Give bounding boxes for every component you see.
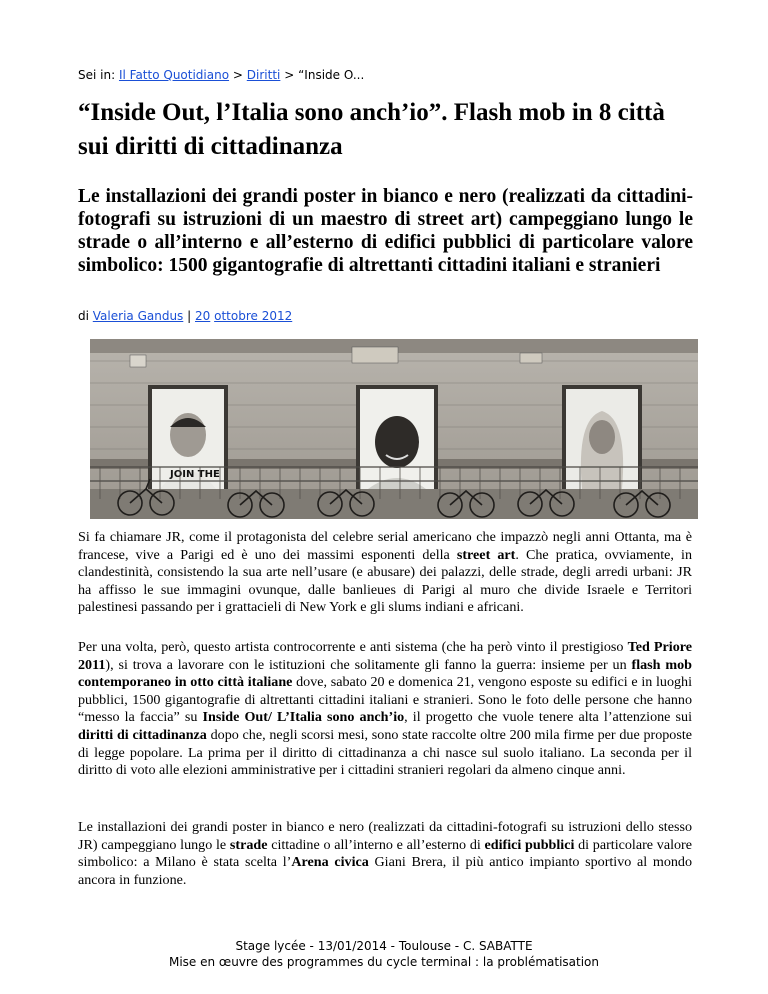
date-day-link[interactable]: 20: [195, 309, 211, 323]
breadcrumb: [78, 68, 364, 82]
bold-run: diritti di cittadinanza: [78, 726, 207, 743]
photo-illustration: [90, 339, 698, 519]
breadcrumb-current: “Inside O...: [298, 68, 365, 82]
bold-run: Arena civica: [291, 854, 369, 871]
bold-run: street art: [456, 546, 516, 563]
bold-run: Inside Out/ L’Italia sono anch’io: [202, 709, 405, 726]
breadcrumb-separator: >: [232, 68, 243, 82]
breadcrumb-prefix: Sei in:: [78, 68, 116, 82]
date-month-link[interactable]: ottobre 2012: [214, 309, 293, 323]
poster-3: [562, 385, 642, 493]
poster-2: [356, 385, 438, 493]
text-run: Si fa chiamare JR, come il protagonista del celebre serial americano che impazzò negli anni Ottanta, ma è francese, vive a Parigi ed è uno dei massimi esponenti della: [78, 529, 692, 563]
text-run: Per una volta, però, questo artista controcorrente e anti sistema (che ha però vinto il prestigioso: [78, 639, 628, 655]
bold-run: edifici pubblici: [484, 836, 575, 853]
author-link[interactable]: Valeria Gandus: [92, 309, 184, 323]
breadcrumb-link-home[interactable]: Il Fatto Quotidiano: [118, 68, 230, 82]
paragraph-1: [78, 529, 692, 617]
text-run: di particolare valore simbolico: a Milano è stata scelta l’: [78, 836, 692, 871]
byline-separator: |: [187, 309, 192, 323]
text-run: , il progetto che vuole tenere alta l’attenzione sui: [404, 709, 692, 726]
bold-run: flash mob contemporaneo in otto città italiane: [78, 656, 692, 691]
paragraph-3: [78, 819, 692, 889]
breadcrumb-link-section[interactable]: Diritti: [246, 68, 281, 82]
text-run: . Che pratica, ovviamente, in clandestinità, consistendo la sua arte nell’usare (e abusare) dei palazzi, delle strade, degli arredi urbani: JR ha affisso le sue immagini ovunque, dalle banlieues di Parigi al muro che divide Israele e Territori palestinesi passando per i grattacieli di New York e gli slums indiani e africani.: [78, 546, 692, 616]
article-title: “Inside Out, l’Italia sono anch’io”. Flash mob in 8 città sui diritti di cittadinanza: [78, 99, 665, 160]
article-subtitle: Le installazioni dei grandi poster in bianco e nero (realizzati da cittadini-fotografi su istruzioni di un maestro di street art) campeggiano lungo le strade o all’interno e all’esterno di edifici pubblici di particolare valore simbolico: 1500 gigantografie di altrettanti cittadini italiani e stranieri: [78, 186, 693, 276]
text-run: cittadine o all’interno e all’esterno di: [267, 836, 485, 853]
bold-run: strade: [229, 836, 268, 853]
article-photo: [90, 339, 698, 519]
text-run: Giani Brera, il più antico impianto sportivo al mondo ancora in funzione.: [78, 854, 693, 888]
poster-text: JOIN THE: [170, 469, 220, 480]
text-run: Le installazioni dei grandi poster in bianco e nero (realizzati da cittadini-fotografi su istruzioni dello stesso JR) campeggiano lungo le: [78, 819, 692, 853]
page-footer: [0, 938, 768, 970]
bold-run: Ted Priore 2011: [78, 639, 692, 673]
footer-line-2: Mise en œuvre des programmes du cycle terminal : la problématisation: [168, 955, 600, 969]
footer-line-1: Stage lycée - 13/01/2014 - Toulouse - C. SABATTE: [235, 939, 533, 953]
text-run: dopo che, negli scorsi mesi, sono state raccolte oltre 200 mila firme per due proposte di legge popolare. La prima per il diritto di cittadinanza a chi nasce sul suolo italiano. La seconda per il diritto di voto alle elezioni amministrative per i cittadini stranieri regolari da almeno cinque anni.: [78, 726, 692, 779]
text-run: ), si trova a lavorare con le istituzioni che solitamente gli fanno la guerra: insieme per un: [105, 656, 632, 673]
paragraph-2: [78, 639, 692, 780]
text-run: dove, sabato 20 e domenica 21, vengono esposte su edifici e in luoghi pubblici, 1500 gigantografie di altrettanti cittadini italiani e stranieri. Sono le foto delle persone che hanno “messo la faccia” su: [78, 674, 693, 726]
breadcrumb-separator: >: [284, 68, 295, 82]
byline: [78, 309, 292, 323]
byline-prefix: di: [78, 309, 89, 323]
